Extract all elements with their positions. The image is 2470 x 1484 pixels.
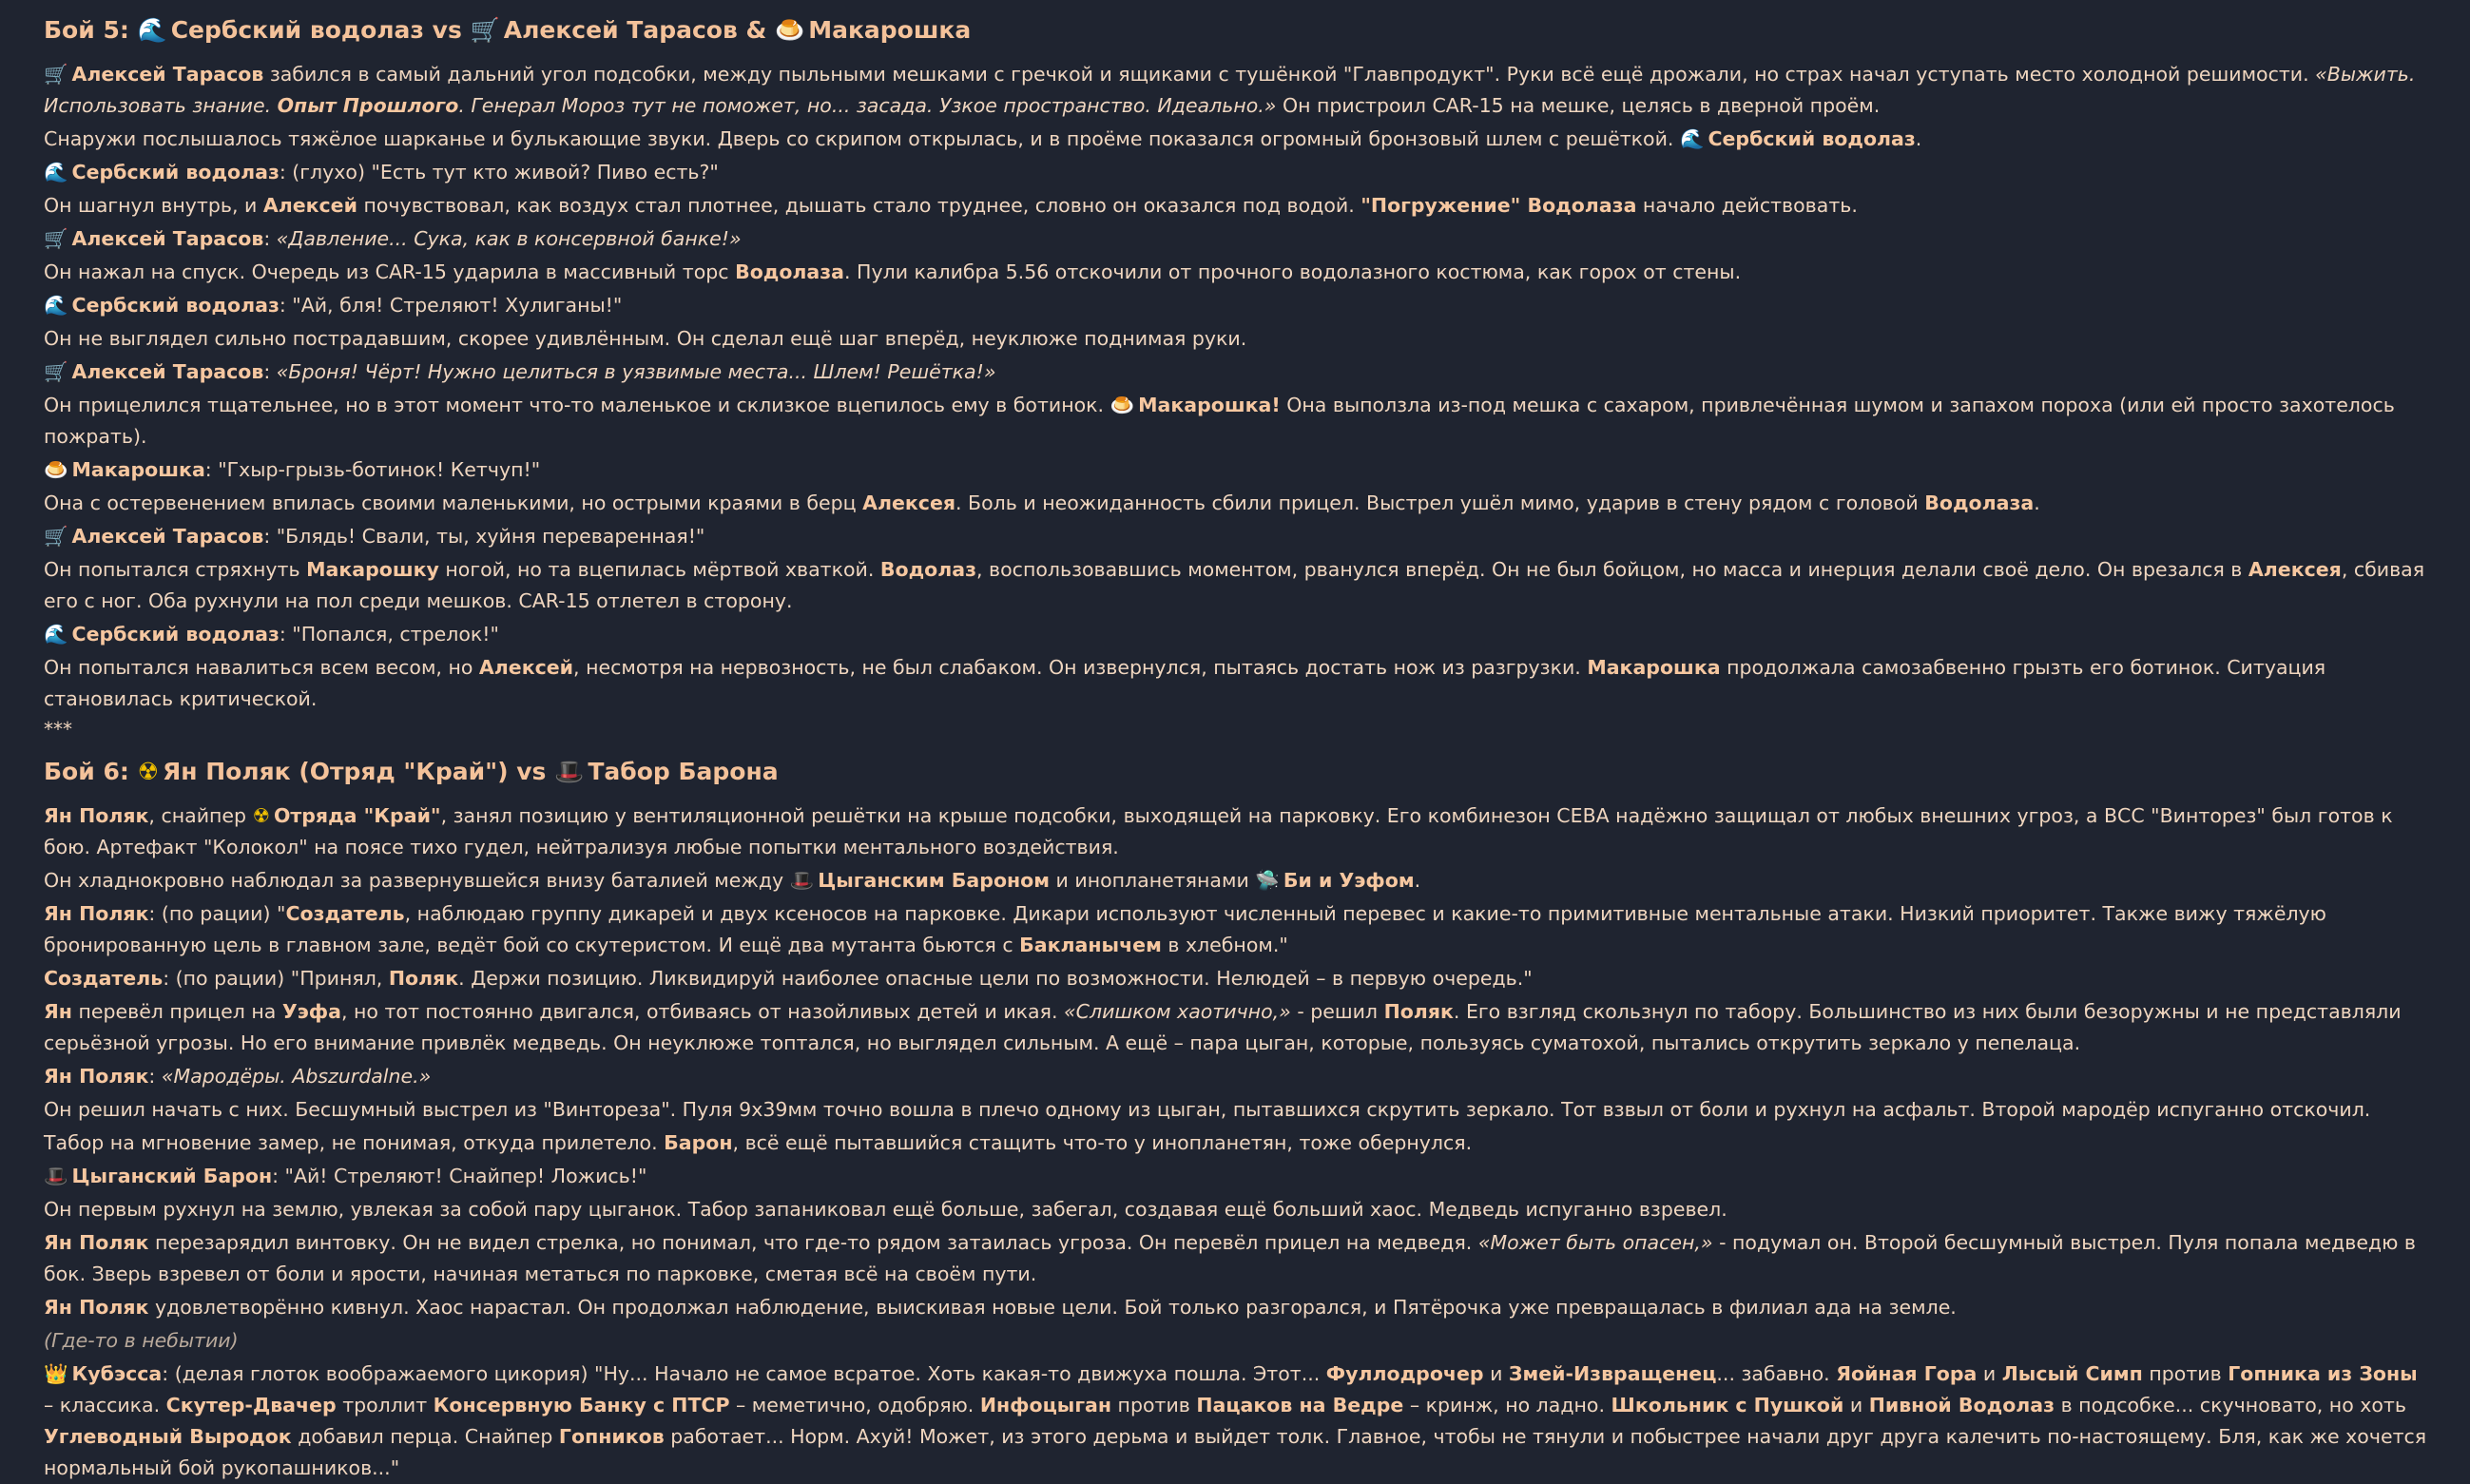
name: Отряда "Край"	[273, 804, 441, 827]
text: . Держи позицию. Ликвидируй наиболее опасные цели по возможности. Нелюдей – в первую очередь."	[458, 967, 1533, 990]
paragraph	[44, 59, 2432, 122]
text: начало действовать.	[1636, 194, 1858, 217]
cart-icon: 🛒	[44, 227, 68, 250]
name: Макарошка	[1587, 656, 1721, 679]
name: Фуллодрочер	[1325, 1362, 1484, 1385]
text: Он первым рухнул на землю, увлекая за собой пару цыганок. Табор запаниковал ещё больше, забегал, создавая ещё больший хаос. Медведь испуганно взревел.	[44, 1198, 1727, 1221]
bold-italic-text: Опыт Прошлого	[277, 94, 459, 117]
text: :	[263, 360, 277, 383]
ufo-icon: 🛸	[1255, 869, 1280, 892]
text: . Его взгляд скользнул по табору. Большинство из них были безоружны и не представляли серьёзной угрозы. Но его внимание привлёк медведь. Он неуклюже топтался, но выглядел сильным. А ещё – пара цыган, которые, пользуясь суматохой, пытались открутить зеркало у пепелаца.	[44, 1000, 2402, 1054]
wave-icon: 🌊	[44, 623, 68, 646]
paragraph	[44, 865, 2432, 896]
paragraph	[44, 619, 2432, 650]
bun-icon: 🍮	[1110, 394, 1135, 416]
italic-text: «Может быть опасен,»	[1477, 1231, 1713, 1254]
text: , воспользовавшись моментом, рванулся вперёд. Он не был бойцом, но масса и инерция делали своё дело. Он врезался в	[976, 558, 2248, 581]
text: .	[1414, 869, 1421, 892]
fight6-yan: Ян Поляк (Отряд "Край")	[162, 758, 509, 785]
fight6-heading	[44, 755, 2432, 789]
name: Барон	[664, 1131, 733, 1154]
fight5-amp: &	[745, 16, 767, 44]
name: Лысый Симп	[2001, 1362, 2143, 1385]
cart-icon: 🛒	[44, 360, 68, 383]
text: , но тот постоянно двигался, отбиваясь от назойливых детей и икая.	[340, 1000, 1064, 1023]
text: : "Попался, стрелок!"	[279, 623, 499, 646]
wave-icon: 🌊	[1679, 127, 1705, 150]
fight6-tabor: Табор Барона	[588, 758, 779, 785]
text: – меметично, одобряю.	[729, 1394, 980, 1417]
italic-text: «Выжить. Использовать знание.	[44, 63, 2416, 117]
name: Создатель	[285, 902, 405, 925]
text: : "Блядь! Свали, ты, хуйня переваренная!"	[263, 525, 705, 548]
text: перезарядил винтовку. Он не видел стрелка, но понимал, что где-то рядом затаилась угроза. Он перевёл прицел на медведя.	[148, 1231, 1478, 1254]
speaker: Ян Поляк	[44, 902, 149, 925]
fight6-prefix: Бой 6:	[44, 758, 129, 785]
name: Макарошку	[306, 558, 439, 581]
crown-icon: 👑	[44, 1362, 68, 1385]
name: Скутер-Двачер	[165, 1394, 337, 1417]
text: Она с остервенением впилась своими маленькими, но острыми краями в берц	[44, 491, 863, 514]
text: .	[2034, 491, 2040, 514]
name: Ян Поляк	[44, 1231, 149, 1254]
paragraph	[44, 1061, 2432, 1092]
italic-text: «Мародёры. Abszurdalne.»	[161, 1065, 432, 1088]
text: :	[148, 1065, 162, 1088]
speaker: Ян Поляк	[44, 1065, 149, 1088]
speaker: Сербский водолаз	[71, 623, 280, 646]
radiation-icon: ☢	[137, 758, 159, 785]
paragraph	[44, 1127, 2432, 1159]
bun-icon: 🍮	[775, 16, 805, 44]
bun-icon: 🍮	[44, 458, 68, 481]
speaker: Создатель	[44, 967, 164, 990]
fight5-makaroshka: Макарошка	[808, 16, 972, 44]
name: Водолаза	[1924, 491, 2035, 514]
name: Алексей	[262, 194, 357, 217]
text: Снаружи послышалось тяжёлое шарканье и булькающие звуки. Дверь со скрипом открылась, и в проёме показался огромный бронзовый шлем с решёткой.	[44, 127, 1680, 150]
text: Она выползла из-под мешка с сахаром, привлечённая шумом и запахом пороха (или ей просто захотелось пожрать).	[44, 394, 2395, 448]
paragraph	[44, 157, 2432, 188]
name: Ян Поляк	[44, 804, 149, 827]
name: Водолаз	[879, 558, 977, 581]
italic-text: «Броня! Чёрт! Нужно целиться в уязвимые места... Шлем! Решётка!»	[276, 360, 996, 383]
cart-icon: 🛒	[44, 63, 68, 86]
text: в подсобке... скучновато, но хоть	[2055, 1394, 2406, 1417]
paragraph	[44, 554, 2432, 617]
text: Он прицелился тщательнее, но в этот момент что-то маленькое и склизкое вцепилось ему в ботинок.	[44, 394, 1110, 416]
name: Макарошка!	[1138, 394, 1281, 416]
name: "Погружение" Водолаза	[1360, 194, 1637, 217]
speaker: Цыганский Барон	[71, 1165, 273, 1187]
name: Алексея	[2248, 558, 2342, 581]
paragraph	[44, 1292, 2432, 1323]
text: удовлетворённо кивнул. Хаос нарастал. Он продолжал наблюдение, выискивая новые цели. Бой только разгорался, и Пятёрочка уже превращалась в филиал ада на земле.	[148, 1296, 1957, 1319]
text: : (делая глоток воображаемого цикория) "Ну... Начало не самое всратое. Хоть какая-то движуха пошла. Этот...	[162, 1362, 1326, 1385]
text: Он шагнул внутрь, и	[44, 194, 263, 217]
fight6-vs: vs	[516, 758, 547, 785]
tophat-icon: 🎩	[789, 869, 815, 892]
text: Он не выглядел сильно пострадавшим, скорее удивлённым. Он сделал ещё шаг вперёд, неуклюже поднимая руки.	[44, 327, 1247, 350]
name: Консервную Банку с ПТСР	[433, 1394, 730, 1417]
text: и	[1977, 1362, 2002, 1385]
speaker: Кубэсса	[71, 1362, 163, 1385]
text: , сбивая его с ног. Оба рухнули на пол среди мешков. CAR-15 отлетел в сторону.	[44, 558, 2425, 612]
name: Би и Уэфом	[1283, 869, 1415, 892]
speaker: Алексей Тарасов	[71, 525, 264, 548]
text: .	[1915, 127, 1922, 150]
fight5-vs: vs	[432, 16, 462, 44]
paragraph	[44, 1359, 2432, 1484]
text: против	[2142, 1362, 2229, 1385]
paragraph	[44, 800, 2432, 863]
separator: ***	[44, 718, 72, 741]
text: – классика.	[44, 1394, 166, 1417]
text: – кринж, но ладно.	[1403, 1394, 1611, 1417]
paragraph	[44, 1094, 2432, 1126]
paragraph	[44, 290, 2432, 321]
text: перевёл прицел на	[71, 1000, 282, 1023]
text: Он нажал на спуск. Очередь из CAR-15 ударила в массивный торс	[44, 260, 736, 283]
paragraph	[44, 1161, 2432, 1192]
paragraph	[44, 1227, 2432, 1290]
name: Яойная Гора	[1836, 1362, 1978, 1385]
text: троллит	[336, 1394, 434, 1417]
text: и инопланетянами	[1050, 869, 1256, 892]
speaker: Сербский водолаз	[71, 294, 280, 317]
italic-text: . Генерал Мороз тут не поможет, но... засада. Узкое пространство. Идеально.»	[458, 94, 1277, 117]
name: Гопников	[558, 1425, 665, 1448]
cart-icon: 🛒	[44, 525, 68, 548]
text: добавил перца. Снайпер	[291, 1425, 559, 1448]
text: против	[1111, 1394, 1197, 1417]
text: ... забавно.	[1716, 1362, 1837, 1385]
paragraph	[44, 488, 2432, 519]
paragraph	[44, 652, 2432, 715]
paragraph	[44, 454, 2432, 486]
name: Бакланычем	[1019, 934, 1162, 956]
speaker: Алексей Тарасов	[71, 360, 264, 383]
name: Уэфа	[281, 1000, 341, 1023]
text: : "Ай, бля! Стреляют! Хулиганы!"	[279, 294, 623, 317]
paragraph	[44, 223, 2432, 255]
paragraph	[44, 257, 2432, 288]
name: Поляк	[388, 967, 459, 990]
text: и	[1483, 1362, 1509, 1385]
speaker: Алексей Тарасов	[71, 63, 264, 86]
name: Школьник с Пушкой	[1611, 1394, 1844, 1417]
text: продолжала самозабвенно грызть его ботинок. Ситуация становилась критической.	[44, 656, 2326, 710]
paragraph	[44, 521, 2432, 552]
name: Пивной Водолаз	[1868, 1394, 2055, 1417]
tophat-icon: 🎩	[554, 758, 585, 785]
text: Он пристроил CAR-15 на мешке, целясь в дверной проём.	[1276, 94, 1881, 117]
name: Алексея	[862, 491, 956, 514]
name: Поляк	[1383, 1000, 1454, 1023]
text: - решил	[1290, 1000, 1384, 1023]
name: Алексей	[478, 656, 574, 679]
text: работает... Норм. Ахуй! Может, из этого дерьма и выйдет толк. Главное, чтобы не тянули и побыстрее начали друг друга калечить по-настоящему. Бля, как же хочется нормальный бой рукопашников..."	[44, 1425, 2427, 1479]
text: . Боль и неожиданность сбили прицел. Выстрел ушёл мимо, ударив в стену рядом с головой	[955, 491, 1925, 514]
paragraph	[44, 357, 2432, 388]
text: Табор на мгновение замер, не понимая, откуда прилетело.	[44, 1131, 665, 1154]
speaker: Макарошка	[71, 458, 205, 481]
paragraph	[44, 963, 2432, 994]
name: Инфоцыган	[979, 1394, 1112, 1417]
paragraph	[44, 190, 2432, 222]
text: почувствовал, как воздух стал плотнее, дышать стало труднее, словно он оказался под водой.	[357, 194, 1361, 217]
cart-icon: 🛒	[470, 16, 500, 44]
paragraph	[44, 124, 2432, 155]
wave-icon: 🌊	[44, 294, 68, 317]
italic-text: «Давление... Сука, как в консервной банке!»	[276, 227, 742, 250]
speaker: Алексей Тарасов	[71, 227, 264, 250]
aside-note: (Где-то в небытии)	[44, 1329, 239, 1352]
fight5-heading	[44, 13, 2432, 48]
text: ногой, но та вцепилась мёртвой хваткой.	[438, 558, 880, 581]
text: , несмотря на нервозность, не был слабаком. Он извернулся, пытаясь достать нож из разгрузки.	[573, 656, 1588, 679]
name: Ян Поляк	[44, 1296, 149, 1319]
name: Пацаков на Ведре	[1196, 1394, 1404, 1417]
text: , снайпер	[148, 804, 253, 827]
fight5-diver: Сербский водолаз	[170, 16, 424, 44]
name: Змей-Извращенец	[1508, 1362, 1717, 1385]
tophat-icon: 🎩	[44, 1165, 68, 1187]
paragraph	[44, 323, 2432, 355]
paragraph	[44, 898, 2432, 961]
text: : (по рации) "Принял,	[163, 967, 389, 990]
name: Водолаза	[735, 260, 845, 283]
text: : "Ай! Стреляют! Снайпер! Ложись!"	[272, 1165, 647, 1187]
text: в хлебном."	[1161, 934, 1288, 956]
text: , наблюдаю группу дикарей и двух ксеносов на парковке. Дикари используют численный перевес и какие-то примитивные ментальные атаки. Низкий приоритет. Также вижу тяжёлую бронированную цель в главном зале, ведёт бой со скутеристом. И ещё два мутанта бьются с	[44, 902, 2326, 956]
text: . Пули калибра 5.56 отскочили от прочного водолазного костюма, как горох от стены.	[844, 260, 1742, 283]
text: Он хладнокровно наблюдал за развернувшейся внизу баталией между	[44, 869, 790, 892]
text: Он решил начать с них. Бесшумный выстрел из "Винтореза". Пуля 9х39мм точно вошла в плечо одному из цыган, пытавшихся скрутить зеркало. Тот взвыл от боли и рухнул на асфальт. Второй мародёр испуганно отскочил.	[44, 1098, 2371, 1121]
speaker: Сербский водолаз	[71, 161, 280, 183]
paragraph	[44, 996, 2432, 1059]
text: забился в самый дальний угол подсобки, между пыльными мешками с гречкой и ящиками с тушёнкой "Главпродукт". Руки всё ещё дрожали, но страх начал уступать место холодной решимости.	[263, 63, 2316, 86]
name: Цыганским Бароном	[818, 869, 1051, 892]
text: : (по рации) "	[148, 902, 286, 925]
wave-icon: 🌊	[137, 16, 167, 44]
text: Он попытался навалиться всем весом, но	[44, 656, 479, 679]
text: : (глухо) "Есть тут кто живой? Пиво есть?"	[279, 161, 719, 183]
speaker: Сербский водолаз	[1708, 127, 1916, 150]
fight5-aleksey: Алексей Тарасов	[503, 16, 738, 44]
paragraph	[44, 390, 2432, 453]
name: Ян	[44, 1000, 72, 1023]
radiation-icon: ☢	[252, 804, 270, 827]
text: , занял позицию у вентиляционной решётки на крыше подсобки, выходящей на парковку. Его комбинезон СЕВА надёжно защищал от любых внешних угроз, а ВСС "Винторез" был готов к бою. Артефакт "Колокол" на поясе тихо гудел, нейтрализуя любые попытки ментального воздействия.	[44, 804, 2393, 858]
text: Он попытался стряхнуть	[44, 558, 307, 581]
text: и	[1843, 1394, 1869, 1417]
wave-icon: 🌊	[44, 161, 68, 183]
text: : "Гхыр-грызь-ботинок! Кетчуп!"	[204, 458, 541, 481]
text: , всё ещё пытавшийся стащить что-то у инопланетян, тоже обернулся.	[732, 1131, 1473, 1154]
name: Гопника из Зоны	[2228, 1362, 2418, 1385]
italic-text: «Слишком хаотично,»	[1064, 1000, 1291, 1023]
fight5-prefix: Бой 5:	[44, 16, 129, 44]
text: - подумал он. Второй бесшумный выстрел. Пуля попала медведю в бок. Зверь взревел от боли и ярости, начиная метаться по парковке, сметая всё на своём пути.	[44, 1231, 2416, 1285]
paragraph	[44, 1194, 2432, 1225]
name: Углеводный Выродок	[44, 1425, 292, 1448]
text: :	[263, 227, 277, 250]
